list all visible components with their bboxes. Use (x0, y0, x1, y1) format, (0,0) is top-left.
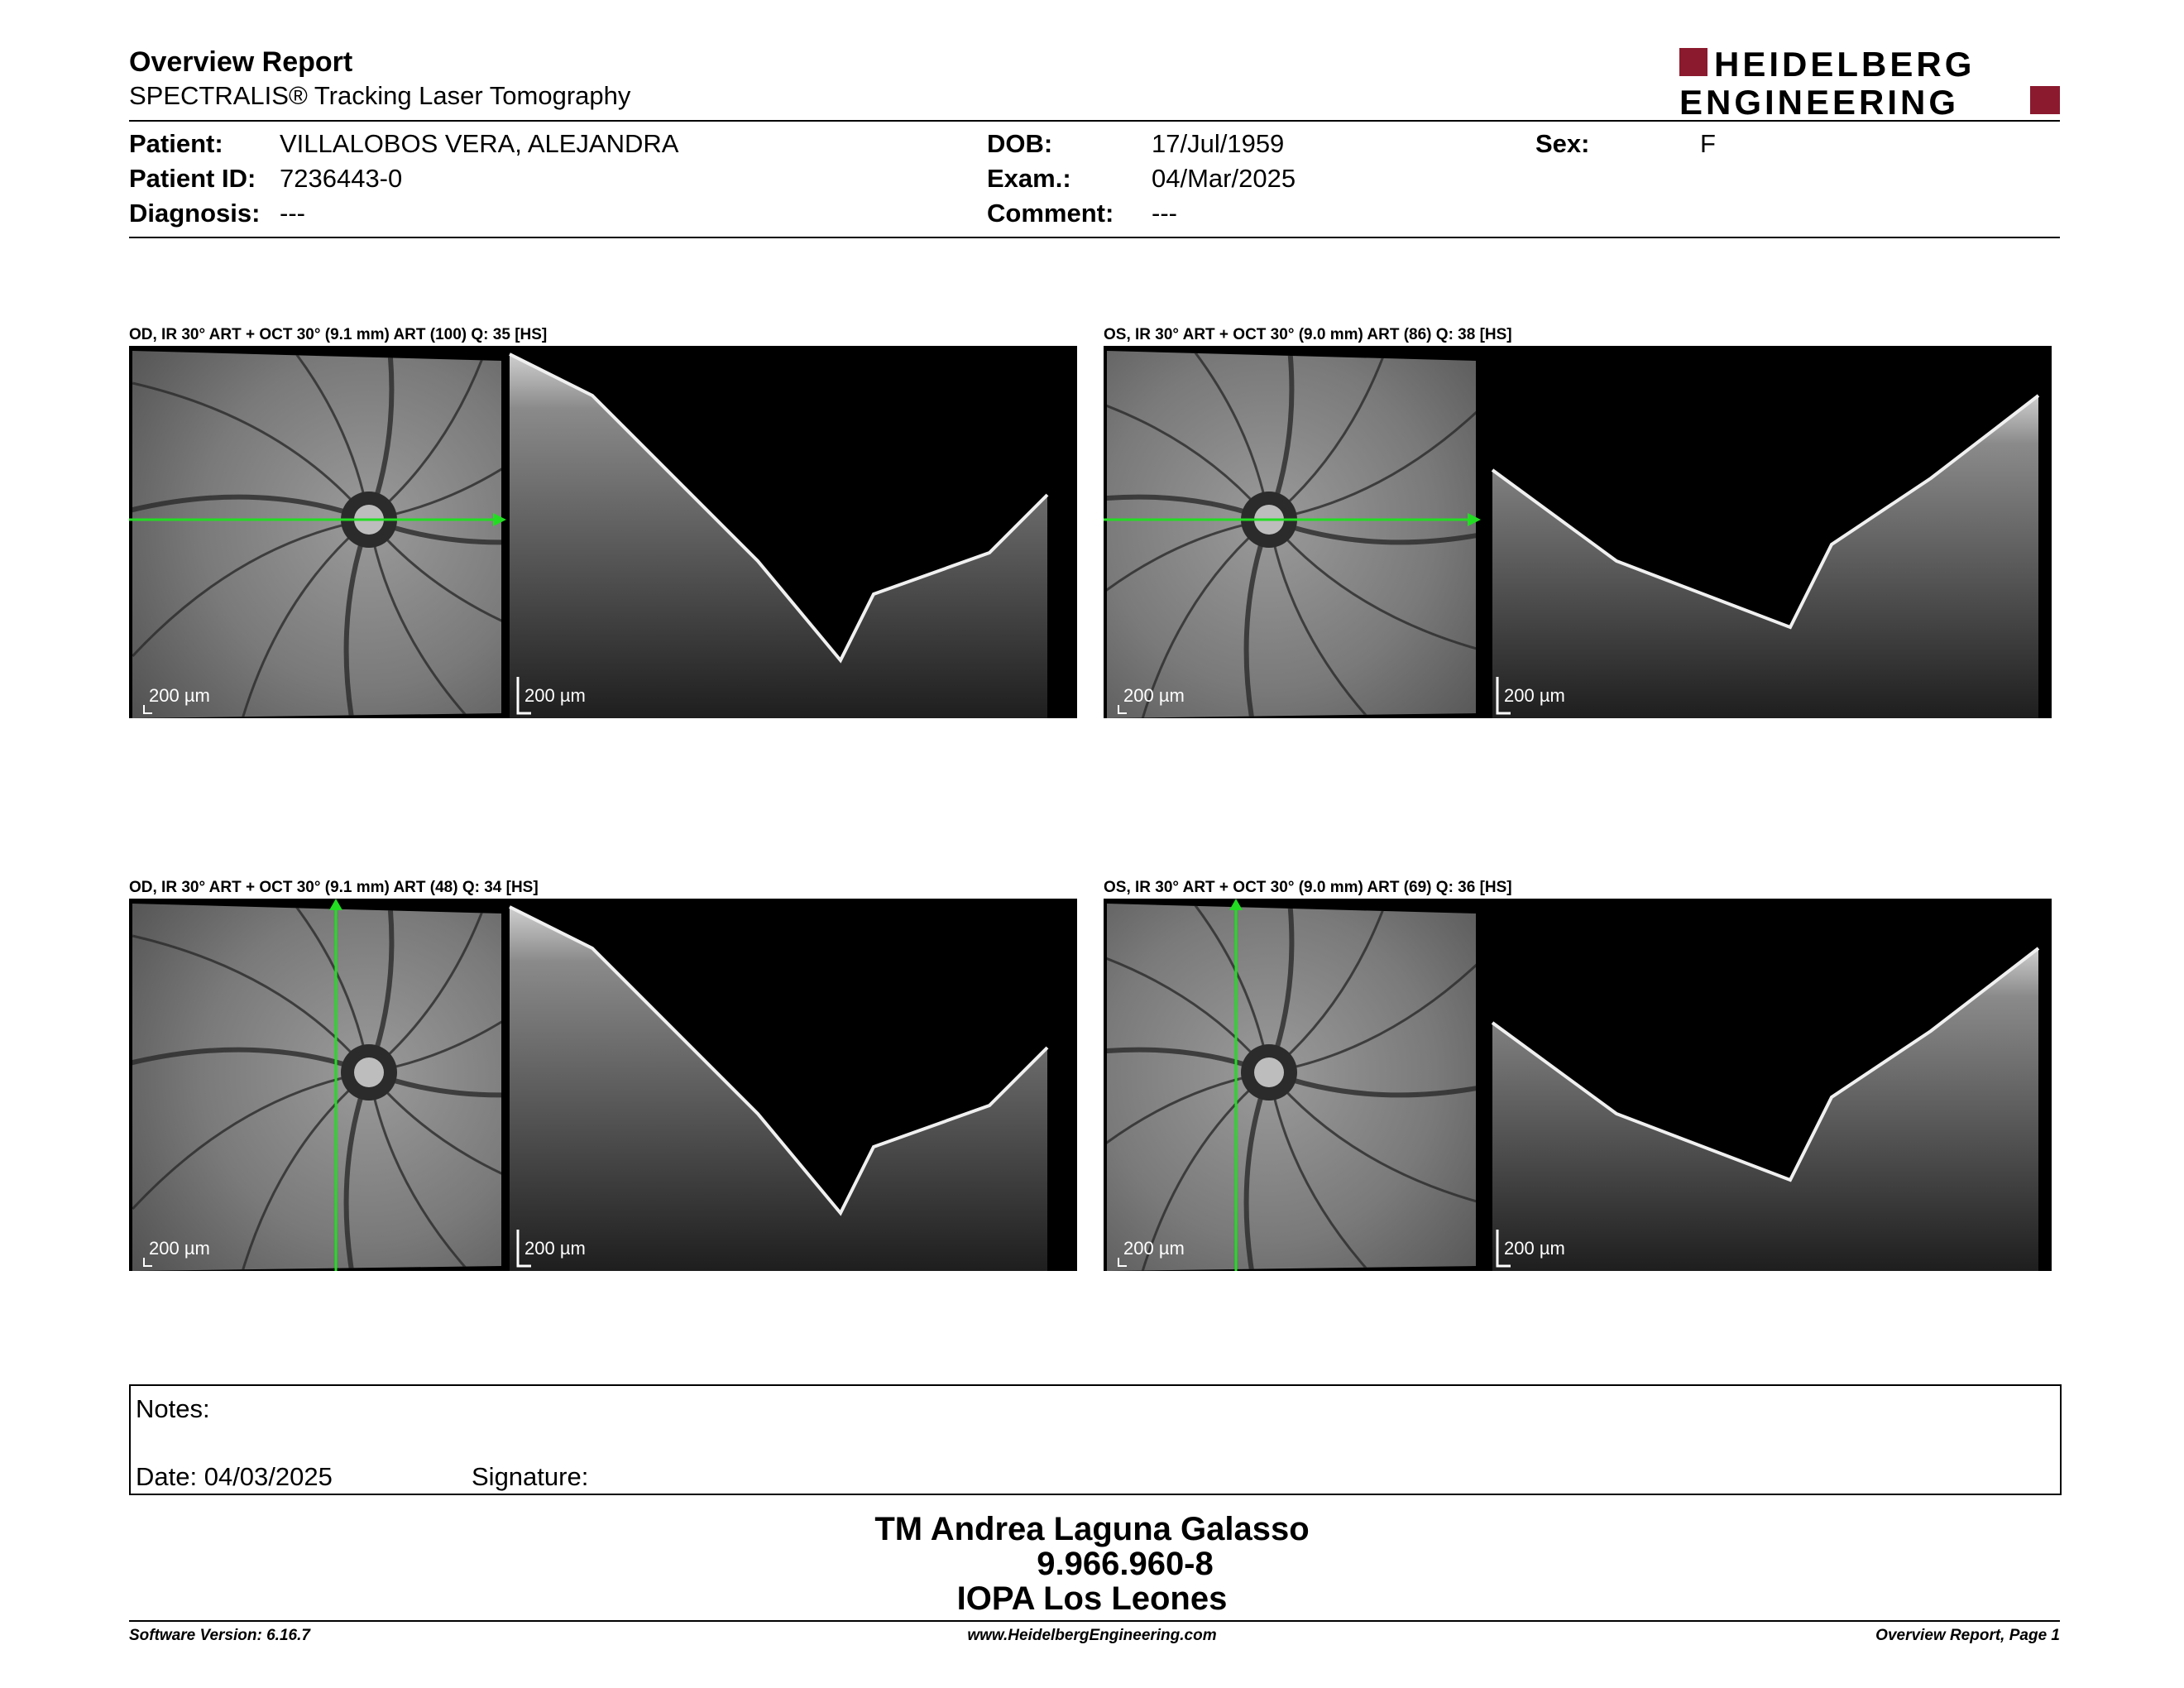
diagnosis-value: --- (280, 199, 305, 228)
exam-value: 04/Mar/2025 (1152, 164, 1296, 193)
heidelberg-logo (1679, 45, 2060, 119)
panel-od-horizontal-ir-scale: 200 µm (149, 685, 210, 706)
panel-os-horizontal-oct-scale: 200 µm (1504, 685, 1565, 706)
diagnosis-label: Diagnosis: (129, 199, 261, 228)
notes-box[interactable] (129, 1384, 2062, 1495)
website-link[interactable]: www.HeidelbergEngineering.com (967, 1627, 1217, 1644)
panel-od-horizontal-oct-bscan (510, 354, 1047, 718)
panel-od-vertical (129, 899, 1077, 1271)
exam-label: Exam.: (987, 164, 1071, 193)
patient-id-label: Patient ID: (129, 164, 256, 193)
patient-id: 7236443-0 (280, 164, 403, 193)
panel-os-horizontal-title: OS, IR 30° ART + OCT 30° (9.0 mm) ART (86) Q: 38 [HS] (1104, 326, 1512, 343)
sex-label: Sex: (1535, 129, 1590, 158)
panel-os-horizontal-ir-scale: 200 µm (1123, 685, 1185, 706)
signer-id: 9.966.960-8 (1037, 1546, 1214, 1582)
notes-label: Notes: (136, 1394, 210, 1423)
panel-od-vertical-oct-bscan (510, 907, 1047, 1271)
software-version: Software Version: 6.16.7 (129, 1627, 310, 1644)
signature-label: Signature: (472, 1462, 589, 1491)
panel-od-vertical-ir-scale: 200 µm (149, 1238, 210, 1259)
panel-od-horizontal-oct-scale: 200 µm (524, 685, 586, 706)
footer-rule (129, 1620, 2060, 1622)
panel-od-horizontal-image (129, 346, 1077, 718)
svg-text:HEIDELBERG: HEIDELBERG (1714, 45, 1976, 84)
panel-od-horizontal-title: OD, IR 30° ART + OCT 30° (9.1 mm) ART (100) Q: 35 [HS] (129, 326, 548, 343)
comment-value: --- (1152, 199, 1177, 228)
info-rule (129, 237, 2060, 238)
dob-value: 17/Jul/1959 (1152, 129, 1285, 158)
panel-os-vertical-ir-scale: 200 µm (1123, 1238, 1185, 1259)
panel-os-horizontal (1104, 346, 2052, 718)
patient-label: Patient: (129, 129, 223, 158)
panel-od-horizontal (129, 346, 1077, 718)
panel-os-vertical-ir-fundus (1104, 899, 1542, 1271)
report-title: Overview Report (129, 46, 353, 78)
header-rule (129, 120, 2060, 122)
sex-value: F (1700, 129, 1716, 158)
panel-od-vertical-title: OD, IR 30° ART + OCT 30° (9.1 mm) ART (48) Q: 34 [HS] (129, 879, 539, 896)
notes-date: Date: 04/03/2025 (136, 1462, 333, 1491)
panel-os-vertical-title: OS, IR 30° ART + OCT 30° (9.0 mm) ART (69) Q: 36 [HS] (1104, 879, 1512, 896)
report-subtitle: SPECTRALIS® Tracking Laser Tomography (129, 81, 631, 110)
panel-od-vertical-oct-scale: 200 µm (524, 1238, 586, 1259)
dob-label: DOB: (987, 129, 1053, 158)
signer-institution: IOPA Los Leones (956, 1580, 1228, 1617)
panel-os-vertical-image (1104, 899, 2052, 1271)
panel-os-vertical-oct-scale: 200 µm (1504, 1238, 1565, 1259)
comment-label: Comment: (987, 199, 1114, 228)
svg-text:ENGINEERING: ENGINEERING (1679, 83, 1960, 119)
panel-os-vertical (1104, 899, 2052, 1271)
patient-name: VILLALOBOS VERA, ALEJANDRA (280, 129, 679, 158)
signer-name: TM Andrea Laguna Galasso (874, 1511, 1310, 1547)
panel-os-vertical-oct-bscan (1492, 948, 2038, 1271)
panel-os-horizontal-oct-bscan (1492, 396, 2038, 718)
page-number: Overview Report, Page 1 (1875, 1627, 2060, 1644)
panel-os-horizontal-image (1104, 346, 2052, 718)
panel-od-vertical-image (129, 899, 1077, 1271)
panel-os-horizontal-ir-fundus (1104, 346, 1542, 718)
